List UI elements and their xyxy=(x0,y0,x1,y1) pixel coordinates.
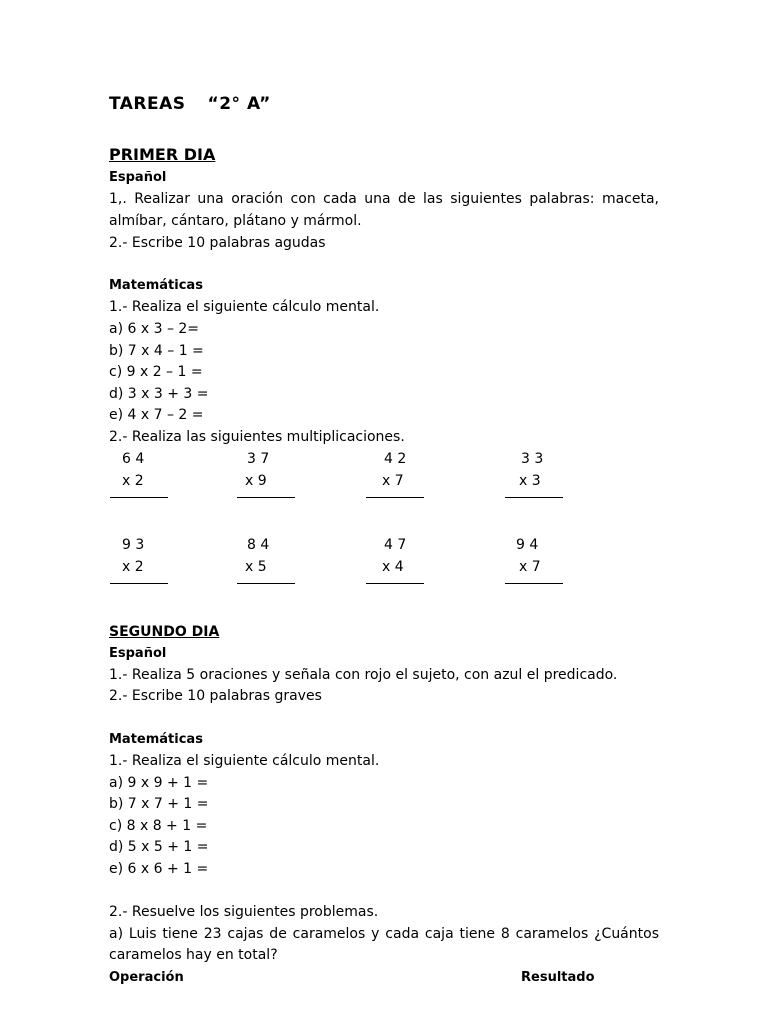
mult-problem xyxy=(505,451,565,498)
mult-bottom: x 2 xyxy=(122,473,144,489)
answer-line xyxy=(110,497,168,498)
day2-mental-a: a) 9 x 9 + 1 = xyxy=(109,775,209,791)
day1-mental-e: e) 4 x 7 – 2 = xyxy=(109,407,204,423)
mult-bottom: x 4 xyxy=(382,559,404,575)
answer-line xyxy=(366,583,424,584)
mult-top: 3 7 xyxy=(247,451,270,467)
day1-espanol-line-3: 2.- Escribe 10 palabras agudas xyxy=(109,235,326,251)
day1-espanol-line-1: 1,. Realizar una oración con cada una de las siguientes palabras: maceta, xyxy=(109,191,659,207)
mult-bottom: x 2 xyxy=(122,559,144,575)
day1-mental-b: b) 7 x 4 – 1 = xyxy=(109,343,204,359)
mult-bottom: x 5 xyxy=(245,559,267,575)
mult-top: 4 2 xyxy=(384,451,407,467)
answer-line xyxy=(237,583,295,584)
day2-problem-a-line-1: a) Luis tiene 23 cajas de caramelos y cada caja tiene 8 caramelos ¿Cuántos xyxy=(109,926,659,942)
mult-top: 4 7 xyxy=(384,537,407,553)
mult-bottom: x 9 xyxy=(245,473,267,489)
answer-line xyxy=(505,497,563,498)
day2-mental-e: e) 6 x 6 + 1 = xyxy=(109,861,209,877)
page-title xyxy=(109,94,271,114)
mult-problem xyxy=(366,537,426,584)
title-group: “2° A” xyxy=(207,94,271,114)
day2-espanol-line-1: 1.- Realiza 5 oraciones y señala con rojo el sujeto, con azul el predicado. xyxy=(109,667,618,683)
day2-mate-label: Matemáticas xyxy=(109,732,203,747)
day2-espanol-line-2: 2.- Escribe 10 palabras graves xyxy=(109,688,322,704)
answer-line xyxy=(366,497,424,498)
title-text: TAREAS xyxy=(109,94,186,114)
day1-mental-c: c) 9 x 2 – 1 = xyxy=(109,364,203,380)
day1-mental-d: d) 3 x 3 + 3 = xyxy=(109,386,209,402)
day1-espanol-label: Español xyxy=(109,170,167,185)
day2-heading: SEGUNDO DIA xyxy=(109,624,220,640)
mult-top: 6 4 xyxy=(122,451,145,467)
day2-mate-intro: 1.- Realiza el siguiente cálculo mental. xyxy=(109,753,380,769)
day1-mate-label: Matemáticas xyxy=(109,278,203,293)
day2-mental-d: d) 5 x 5 + 1 = xyxy=(109,839,209,855)
mult-bottom: x 3 xyxy=(519,473,541,489)
mult-bottom: x 7 xyxy=(519,559,541,575)
day1-heading: PRIMER DIA xyxy=(109,145,216,164)
day1-espanol-line-2: almíbar, cántaro, plátano y mármol. xyxy=(109,213,362,229)
mult-top: 3 3 xyxy=(521,451,544,467)
mult-top: 8 4 xyxy=(247,537,270,553)
day1-mate-intro: 1.- Realiza el siguiente cálculo mental. xyxy=(109,299,380,315)
mult-problem xyxy=(505,537,565,584)
answer-line xyxy=(237,497,295,498)
day1-mental-a: a) 6 x 3 – 2= xyxy=(109,321,200,337)
mult-problem xyxy=(237,451,297,498)
mult-top: 9 3 xyxy=(122,537,145,553)
mult-problem xyxy=(110,451,170,498)
answer-line xyxy=(110,583,168,584)
resultado-label: Resultado xyxy=(521,970,595,985)
answer-line xyxy=(505,583,563,584)
day2-espanol-label: Español xyxy=(109,646,167,661)
day2-mental-c: c) 8 x 8 + 1 = xyxy=(109,818,208,834)
operacion-label: Operación xyxy=(109,970,184,985)
day2-mental-b: b) 7 x 7 + 1 = xyxy=(109,796,209,812)
mult-problem xyxy=(110,537,170,584)
mult-top: 9 4 xyxy=(516,537,539,553)
mult-bottom: x 7 xyxy=(382,473,404,489)
mult-problem xyxy=(237,537,297,584)
mult-problem xyxy=(366,451,426,498)
day2-problem-a-line-2: caramelos hay en total? xyxy=(109,947,278,963)
day1-mult-intro: 2.- Realiza las siguientes multiplicaciones. xyxy=(109,429,405,445)
day2-problems-intro: 2.- Resuelve los siguientes problemas. xyxy=(109,904,379,920)
